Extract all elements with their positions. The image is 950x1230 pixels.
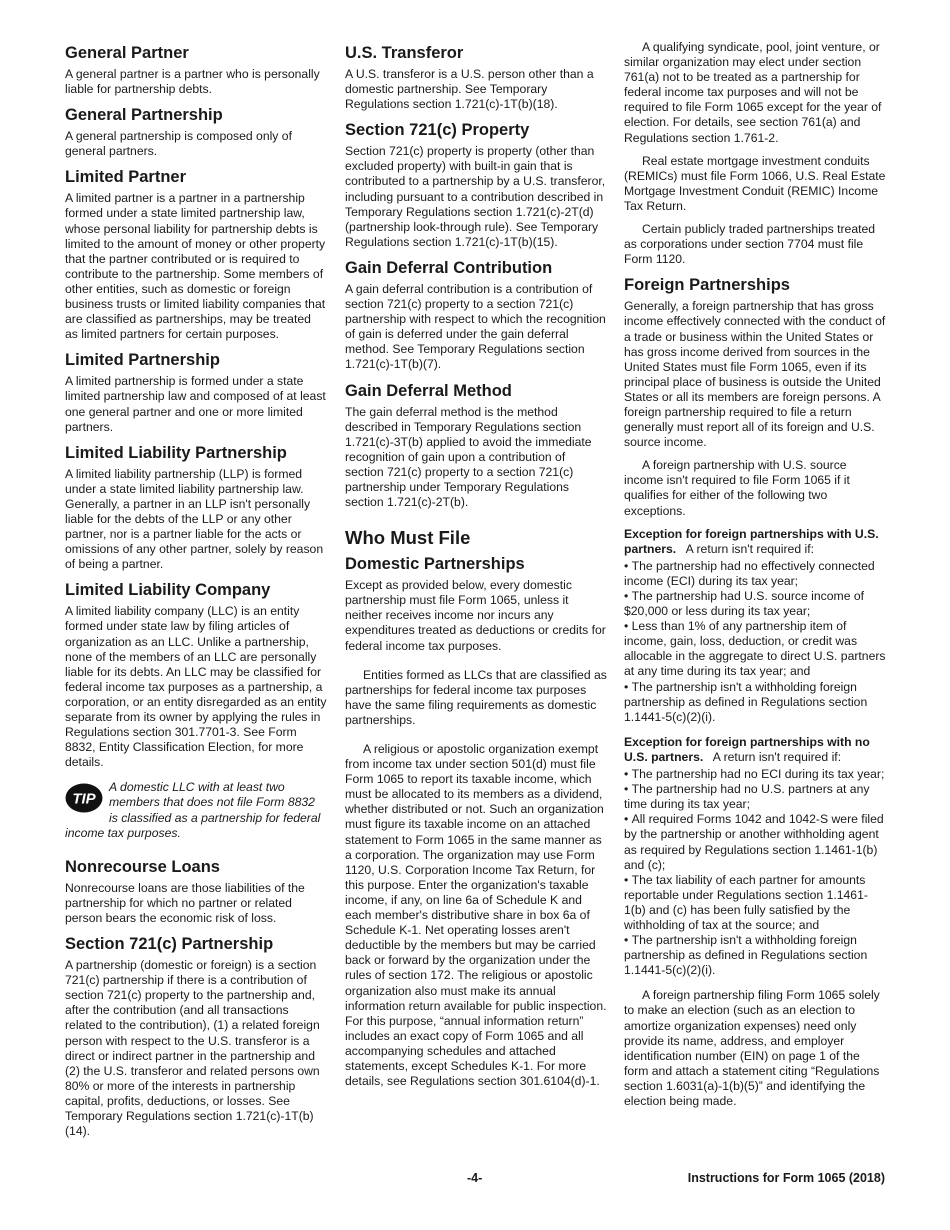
heading-gain-deferral-contribution: Gain Deferral Contribution	[345, 258, 553, 277]
paragraph-syndicate: A qualifying syndicate, pool, joint venture, or similar organization may elect under section 761(a) not to be treated as a partnership for federal income tax purposes and will not be required to file Form 1065 except for the year of election. For details, see section 761(a) and Regulations section 1.761-2.	[624, 40, 882, 145]
exception-no-us-partners-lead: A return isn't required if:	[712, 749, 842, 764]
paragraph-llp: A limited liability partnership (LLP) is formed under a state limited liability partnership law. Generally, a partner in an LLP isn't personally liable for the debts of the LLP or any other partner, nor is a partner liable for the acts or omissions of any other partner, solely by reason of being a partner.	[65, 466, 324, 572]
paragraph-foreign-1: Generally, a foreign partnership that has gross income effectively connected with the conduct of a trade or business within the United States or has gross income derived from sources in the United States must file Form 1065, even if its principal place of business is outside the United States or all its members are foreign persons. A foreign partnership required to file a return generally must report all of its foreign and U.S. source income.	[624, 299, 886, 450]
heading-general-partner: General Partner	[65, 44, 189, 62]
exception-us-partners-lead: A return isn't required if:	[685, 541, 814, 556]
heading-721c-property: Section 721(c) Property	[345, 121, 530, 140]
paragraph-us-transferor: A U.S. transferor is a U.S. person other than a domestic partnership. See Temporary Regulations section 1.721(c)-1T(b)(18).	[345, 67, 594, 112]
paragraph-gain-deferral-contribution: A gain deferral contribution is a contribution of section 721(c) property to a section 721(c) partnership with respect to which the recognition of gain is deferred under the gain deferral method. See Temporary Regulations section 1.721(c)-1T(b)(7).	[345, 281, 606, 372]
tip-text: A domestic LLC with at least two members that does not file Form 8832 is classified as a partnership for federal income tax purposes.	[65, 780, 321, 840]
heading-llc: Limited Liability Company	[65, 581, 271, 600]
paragraph-general-partner: A general partner is a partner who is personally liable for partnership debts.	[65, 67, 320, 97]
exception-us-partners-list	[624, 559, 886, 725]
paragraph-ptp: Certain publicly traded partnerships treated as corporations under section 7704 must file Form 1120.	[624, 222, 876, 267]
heading-llp: Limited Liability Partnership	[65, 443, 287, 462]
heading-limited-partnership: Limited Partnership	[65, 351, 220, 370]
heading-who-must-file: Who Must File	[345, 527, 471, 549]
tip-label: TIP	[72, 790, 96, 808]
list-item: • The tax liability of each partner for amounts reportable under Regulations section 1.1461-1(b) and (c) has been fully satisfied by the withholding of tax at the source; and	[624, 873, 886, 933]
list-item: • The partnership had no effectively connected income (ECI) during its tax year;	[624, 559, 886, 589]
list-item: • The partnership had U.S. source income of $20,000 or less during its tax year;	[624, 589, 886, 619]
paragraph-domestic-1: Except as provided below, every domestic partnership must file Form 1065, unless it neither receives income nor incurs any expenditures treated as deductions or credits for federal income tax purposes.	[345, 578, 606, 653]
heading-us-transferor: U.S. Transferor	[345, 44, 464, 62]
page-number: -4-	[467, 1171, 483, 1185]
tip-note	[65, 780, 327, 840]
column-middle	[345, 40, 607, 1097]
list-item: • Less than 1% of any partnership item of income, gain, loss, deduction, or credit was allocable in the aggregate to direct U.S. partners at any time during its tax year; and	[624, 619, 886, 679]
paragraph-domestic-3: A religious or apostolic organization exempt from income tax under section 501(d) must file Form 1065 to report its taxable income, which must be allocated to its members as a dividend, whether distributed or not. Such an organization must figure its taxable income on an attached statement to Form 1065 in the same manner as a corporation. The organization may use Form 1120, U.S. Corporation Income Tax Return, for this purpose. Enter the organization's taxable income, if any, on line 6a of Schedule K and each member's distributive share in box 6a of Schedule K-1. Net operating losses aren't deductible by the members but may be carried back or forward by the organization under the rules of section 172. The religious or apostolic organization also must make its annual information return available for public inspection. For this purpose, “annual information return” includes an exact copy of Form 1065 and all accompanying schedules and attached statements, except Schedules K-1. For more details, see Regulations section 301.6104(d)-1.	[345, 742, 607, 1089]
footer-form-title: Instructions for Form 1065 (2018)	[687, 1171, 885, 1185]
paragraph-gain-deferral-method: The gain deferral method is the method described in Temporary Regulations section 1.721(c)-3T(b) applied to avoid the immediate recognition of gain upon a contribution of section 721(c) property to a section 721(c) partnership under Temporary Regulations section 1.721(c)-2T(b).	[345, 404, 592, 510]
heading-domestic-partnerships: Domestic Partnerships	[345, 555, 525, 574]
list-item: • All required Forms 1042 and 1042-S were filed by the partnership or another withholding agent as required by Regulations section 1.1461-1(b) and (c);	[624, 812, 886, 872]
column-left	[65, 40, 327, 1147]
heading-general-partnership: General Partnership	[65, 106, 223, 125]
exception-us-partners-title: Exception for foreign partnerships with U.S. partners.	[624, 526, 879, 556]
paragraph-721c-partnership: A partnership (domestic or foreign) is a section 721(c) partnership if there is a contribution of section 721(c) property to the partnership and, after the contribution (and all transactions related to the contribution), (1) a related foreign person with respect to the U.S. transferor is a direct or indirect partner in the partnership and (2) the U.S. transferor and related persons own 80% or more of the interests in partnership capital, profits, deductions, or losses. See Temporary Regulations section 1.721(c)-1T(b)(14).	[65, 958, 320, 1139]
tip-icon	[65, 783, 103, 813]
exception-no-us-partners-list	[624, 767, 886, 978]
paragraph-general-partnership: A general partnership is composed only of general partners.	[65, 129, 292, 159]
column-right	[624, 40, 886, 1117]
heading-foreign-partnerships: Foreign Partnerships	[624, 276, 790, 295]
exception-no-us-partners-intro	[624, 735, 886, 765]
list-item: • The partnership had no U.S. partners at any time during its tax year;	[624, 782, 886, 812]
list-item: • The partnership had no ECI during its tax year;	[624, 767, 886, 782]
paragraph-foreign-2: A foreign partnership with U.S. source income isn't required to file Form 1065 if it qualifies for either of the following two exceptions.	[624, 458, 850, 518]
paragraph-llc: A limited liability company (LLC) is an entity formed under state law by filing articles of organization as an LLC. Unlike a partnership, none of the members of an LLC are personally liable for its debts. An LLC may be classified for federal income tax purposes as a partnership, a corporation, or an entity disregarded as an entity separate from its owner by applying the rules in Regulations section 301.7701-3. See Form 8832, Entity Classification Election, for more details.	[65, 604, 327, 770]
paragraph-limited-partner: A limited partner is a partner in a partnership formed under a state limited partnership law, whose personal liability for partnership debts is limited to the amount of money or other property that the partner contributed or is required to contribute to the partnership. Some members of other entities, such as domestic or foreign business trusts or limited liability companies that are classified as partnerships, may be treated as limited partners for certain purposes.	[65, 191, 326, 342]
paragraph-721c-property: Section 721(c) property is property (other than excluded property) with built-in gain that is contributed to a partnership by a U.S. transferor, including pursuant to a contribution described in Temporary Regulations section 1.721(c)-2T(d) (partnership look-through rule). See Temporary Regulations section 1.721(c)-1T(b)(15).	[345, 144, 606, 249]
paragraph-foreign-3: A foreign partnership filing Form 1065 solely to make an election (such as an election to amortize organization expenses) need only provide its name, address, and employer identification number (EIN) on page 1 of the form and attach a statement citing “Regulations section 1.6031(a)-1(b)(5)” and identifying the election being made.	[624, 988, 880, 1108]
paragraph-nonrecourse-loans: Nonrecourse loans are those liabilities of the partnership for which no partner or related person bears the economic risk of loss.	[65, 880, 305, 925]
heading-721c-partnership: Section 721(c) Partnership	[65, 935, 274, 954]
heading-gain-deferral-method: Gain Deferral Method	[345, 381, 512, 400]
heading-nonrecourse-loans: Nonrecourse Loans	[65, 857, 220, 876]
list-item: • The partnership isn't a withholding foreign partnership as defined in Regulations section 1.1441-5(c)(2)(i).	[624, 933, 886, 978]
paragraph-remic: Real estate mortgage investment conduits (REMICs) must file Form 1066, U.S. Real Estate Mortgage Investment Conduit (REMIC) Income Tax Return.	[624, 153, 886, 213]
paragraph-domestic-2: Entities formed as LLCs that are classified as partnerships for federal income tax purposes have the same filing requirements as domestic partnerships.	[345, 667, 607, 727]
list-item: • The partnership isn't a withholding foreign partnership as defined in Regulations section 1.1441-5(c)(2)(i).	[624, 680, 886, 725]
exception-no-us-partners-title: Exception for foreign partnerships with no U.S. partners.	[624, 734, 870, 764]
heading-limited-partner: Limited Partner	[65, 168, 187, 187]
exception-us-partners-intro	[624, 527, 886, 557]
paragraph-limited-partnership: A limited partnership is formed under a state limited partnership law and composed of at least one general partner and one or more limited partners.	[65, 374, 326, 434]
